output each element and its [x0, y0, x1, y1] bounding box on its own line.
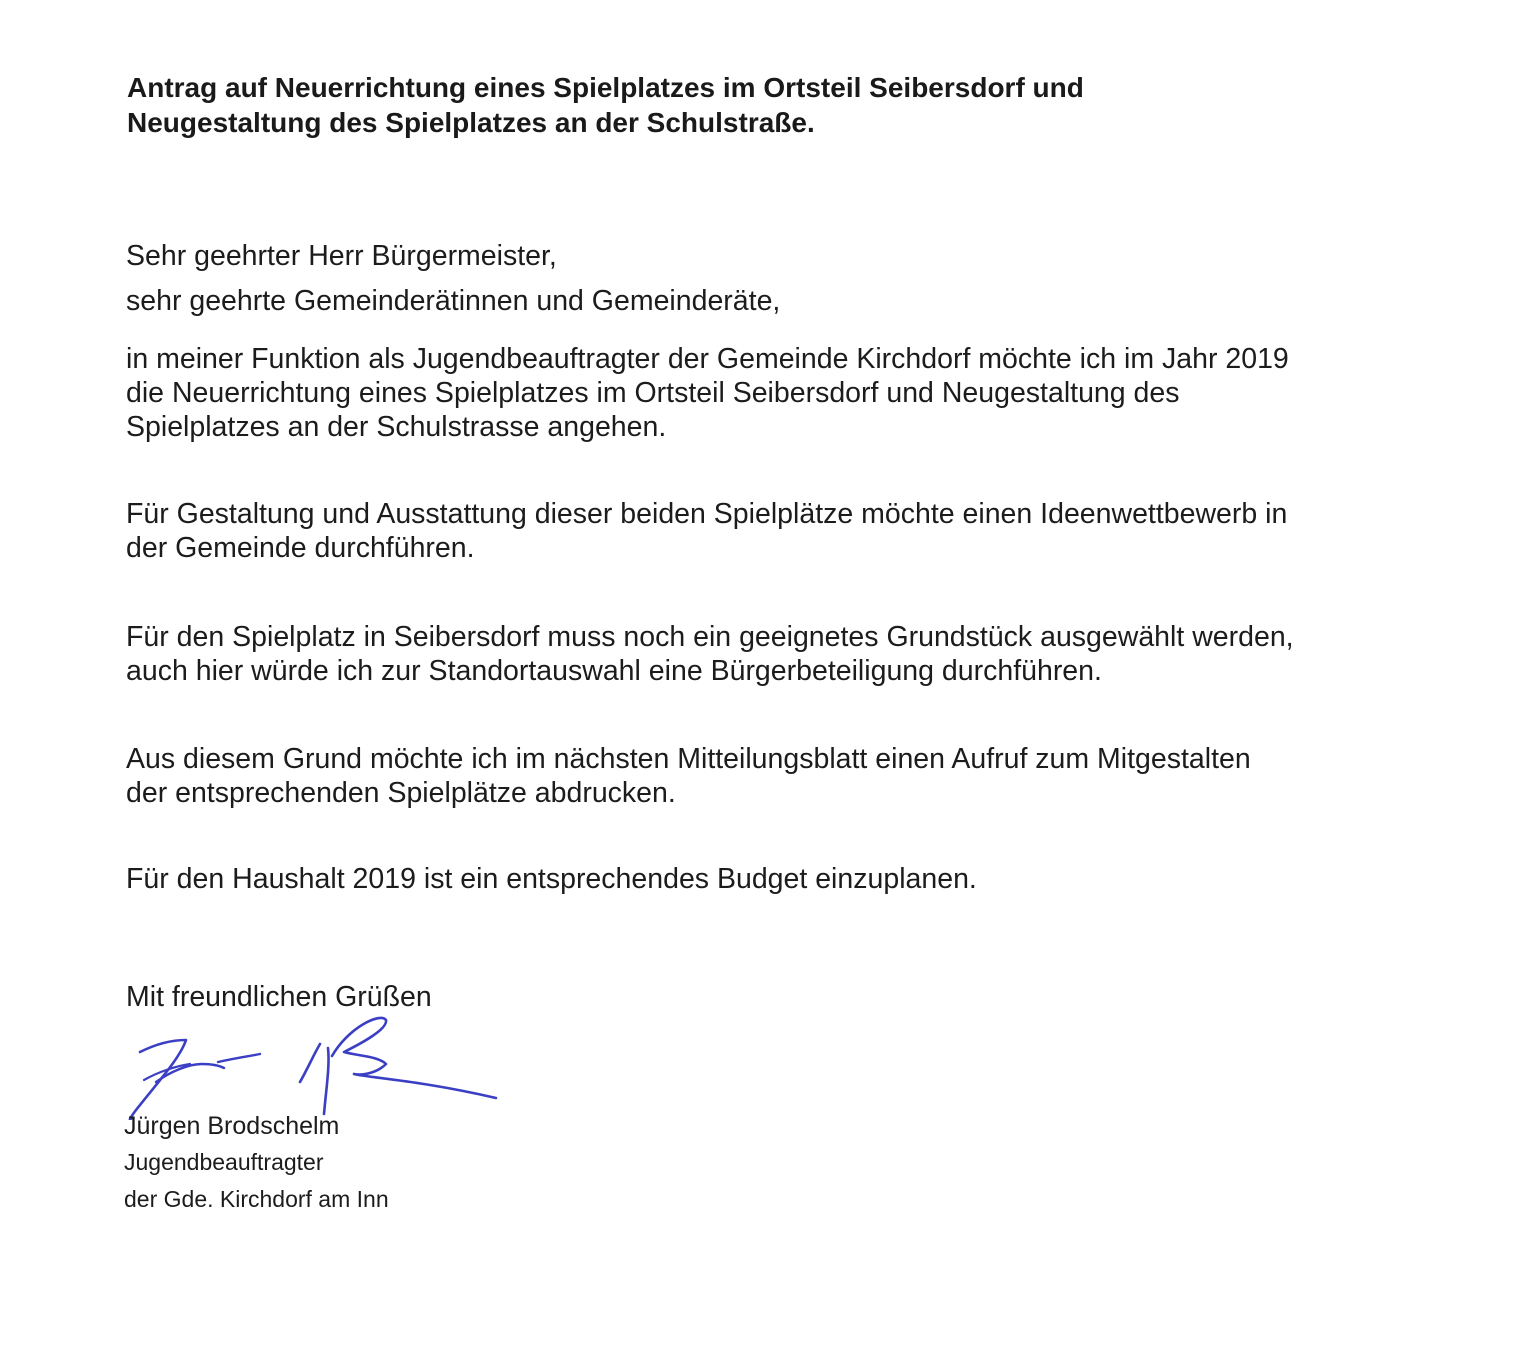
- sender-name: Jürgen Brodschelm: [124, 1112, 340, 1140]
- closing: [126, 980, 1416, 1014]
- paragraph-5: [126, 862, 1416, 896]
- signature-stroke: [324, 1048, 329, 1114]
- paragraph-line: Für Gestaltung und Ausstattung dieser beiden Spielplätze möchte einen Ideenwettbewerb in: [126, 498, 1288, 530]
- subject-line-1: Antrag auf Neuerrichtung eines Spielplatzes im Ortsteil Seibersdorf und: [127, 72, 1084, 103]
- paragraph-line: Für den Spielplatz in Seibersdorf muss noch ein geeignetes Grundstück ausgewählt werden,: [126, 621, 1294, 653]
- closing-text: Mit freundlichen Grüßen: [126, 981, 432, 1013]
- paragraph-line: der entsprechenden Spielplätze abdrucken.: [126, 777, 676, 809]
- paragraph-line: in meiner Funktion als Jugendbeauftragter der Gemeinde Kirchdorf möchte ich im Jahr 2019: [126, 343, 1289, 375]
- paragraph-3: [126, 620, 1416, 688]
- signature-stroke: [218, 1054, 260, 1062]
- paragraph-line: Spielplatzes an der Schulstrasse angehen.: [126, 411, 667, 443]
- signature-stroke: [300, 1044, 320, 1082]
- paragraph-line: der Gemeinde durchführen.: [126, 532, 475, 564]
- letter-subject: [127, 70, 1327, 140]
- paragraph-line: auch hier würde ich zur Standortauswahl eine Bürgerbeteiligung durchführen.: [126, 655, 1102, 687]
- paragraph-line: Aus diesem Grund möchte ich im nächsten Mitteilungsblatt einen Aufruf zum Mitgestalten: [126, 743, 1251, 775]
- subject-line-2: Neugestaltung des Spielplatzes an der Schulstraße.: [127, 107, 815, 138]
- salutation-line-2: sehr geehrte Gemeinderätinnen und Gemeinderäte,: [126, 285, 781, 317]
- sender-block: [124, 1108, 724, 1218]
- paragraph-line: die Neuerrichtung eines Spielplatzes im Ortsteil Seibersdorf und Neugestaltung des: [126, 377, 1180, 409]
- paragraph-2: [126, 497, 1416, 565]
- paragraph-1: [126, 342, 1416, 444]
- signature-stroke: [332, 1018, 496, 1098]
- paragraph-4: [126, 742, 1416, 810]
- sender-organization: der Gde. Kirchdorf am Inn: [124, 1186, 389, 1212]
- salutation-line-1: Sehr geehrter Herr Bürgermeister,: [126, 240, 557, 272]
- sender-role: Jugendbeauftragter: [124, 1149, 324, 1175]
- handwritten-signature: [118, 1010, 518, 1120]
- salutation: [126, 234, 1416, 324]
- paragraph-line: Für den Haushalt 2019 ist ein entsprechendes Budget einzuplanen.: [126, 863, 977, 895]
